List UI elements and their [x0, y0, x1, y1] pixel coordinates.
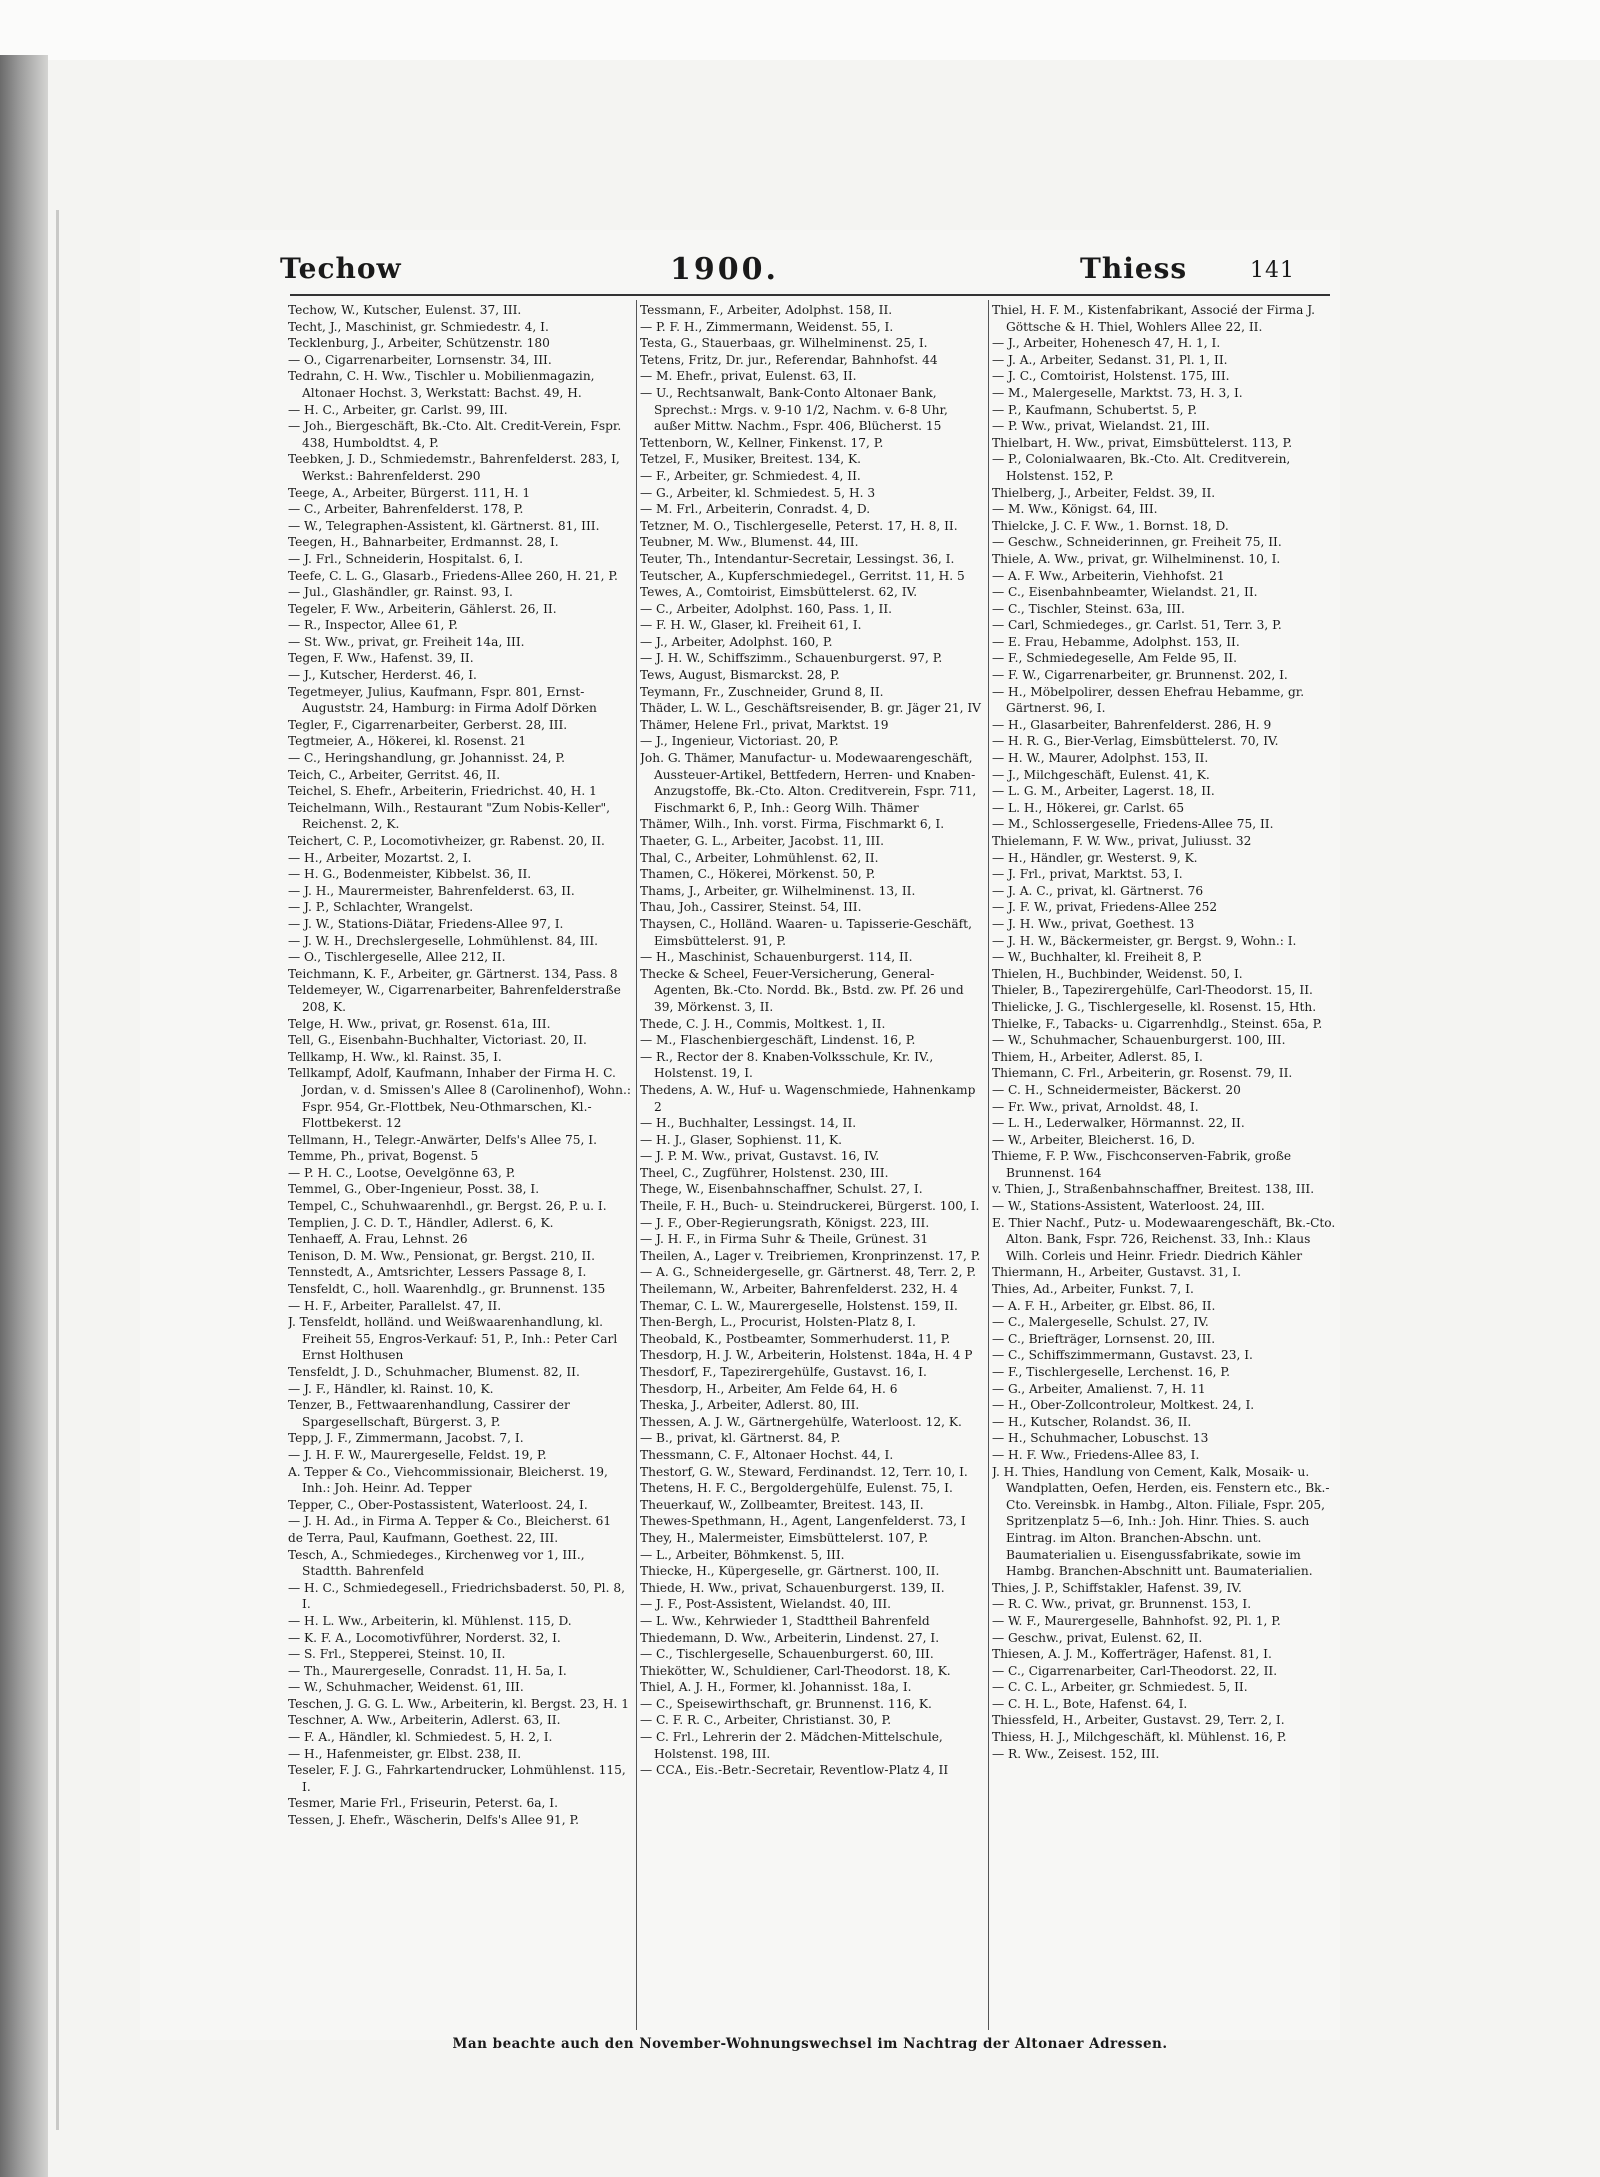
directory-entry: — CCA., Eis.-Betr.-Secretair, Reventlow-Platz 4, II [640, 1763, 949, 1778]
directory-entry: — H. C., Schmiedegesell., Friedrichsbaderst. 50, Pl. 8, I. [288, 1580, 625, 1612]
directory-entry: — J., Kutscher, Herderst. 46, I. [288, 668, 477, 683]
directory-entry: Tenison, D. M. Ww., Pensionat, gr. Bergst. 210, II. [288, 1248, 595, 1263]
directory-entry: — J. H., Maurermeister, Bahrenfelderst. 63, II. [288, 883, 575, 898]
directory-entry: Thäder, L. W. L., Geschäftsreisender, B. gr. Jäger 21, IV [640, 701, 981, 716]
directory-entry: Teefe, C. L. G., Glasarb., Friedens-Allee 260, H. 21, P. [288, 568, 618, 583]
directory-entry: — C., Eisenbahnbeamter, Wielandst. 21, II. [992, 585, 1258, 600]
directory-entry: Tellkampf, Adolf, Kaufmann, Inhaber der Firma H. C. Jordan, v. d. Smissen's Allee 8 (Carolinenhof), Wohn.: Fspr. 954, Gr.-Flottbek, Neu-Othmarschen, Kl.-Flottbekerst. 12 [288, 1066, 631, 1131]
directory-entry: — S. Frl., Stepperei, Steinst. 10, II. [288, 1647, 506, 1662]
directory-entry: Tepper, C., Ober-Postassistent, Waterloost. 24, I. [288, 1497, 588, 1512]
directory-entry: — A. F. Ww., Arbeiterin, Viehhofst. 21 [992, 568, 1225, 583]
directory-entry: Thiel, A. J. H., Former, kl. Johannisst. 18a, I. [640, 1680, 912, 1695]
directory-entry: — W., Stations-Assistent, Waterloost. 24, III. [992, 1199, 1265, 1214]
directory-entry: Thedens, A. W., Huf- u. Wagenschmiede, Hahnenkamp 2 [640, 1082, 976, 1114]
directory-entry: — H., Arbeiter, Mozartst. 2, I. [288, 850, 472, 865]
directory-entry: Thielcke, J. C. F. Ww., 1. Bornst. 18, D. [992, 518, 1229, 533]
directory-entry: — A. G., Schneidergeselle, gr. Gärtnerst. 48, Terr. 2, P. [640, 1265, 976, 1280]
directory-entry: Thies, Ad., Arbeiter, Funkst. 7, I. [992, 1282, 1194, 1297]
directory-entry: — W., Schuhmacher, Weidenst. 61, III. [288, 1680, 524, 1695]
directory-entry: Thielbart, H. Ww., privat, Eimsbüttelerst. 113, P. [992, 435, 1293, 450]
directory-entry: Thielen, H., Buchbinder, Weidenst. 50, I. [992, 966, 1243, 981]
directory-entry: — C., Cigarrenarbeiter, Carl-Theodorst. 22, II. [992, 1663, 1278, 1678]
directory-entry: — R., Inspector, Allee 61, P. [288, 618, 458, 633]
directory-entry: — H. G., Bodenmeister, Kibbelst. 36, II. [288, 867, 532, 882]
directory-entry: Thetens, H. F. C., Bergoldergehülfe, Eulenst. 75, I. [640, 1481, 953, 1496]
directory-entry: Thamen, C., Hökerei, Mörkenst. 50, P. [640, 867, 876, 882]
directory-entry: — J., Arbeiter, Hohenesch 47, H. 1, I. [992, 336, 1221, 351]
directory-entry: Thiedemann, D. Ww., Arbeiterin, Lindenst. 27, I. [640, 1630, 940, 1645]
directory-entry: — H., Möbelpolirer, dessen Ehefrau Hebamme, gr. Gärtnerst. 96, I. [992, 684, 1305, 716]
directory-entry: — F. W., Cigarrenarbeiter, gr. Brunnenst. 202, I. [992, 668, 1288, 683]
directory-entry: — H., Maschinist, Schauenburgerst. 114, II. [640, 950, 913, 965]
directory-entry: — W., Arbeiter, Bleicherst. 16, D. [992, 1132, 1196, 1147]
directory-entry: — Jul., Glashändler, gr. Rainst. 93, I. [288, 585, 513, 600]
directory-entry: — H., Hafenmeister, gr. Elbst. 238, II. [288, 1746, 522, 1761]
directory-entry: Theilen, A., Lager v. Treibriemen, Kronprinzenst. 17, P. [640, 1248, 981, 1263]
directory-entry: Thau, Joh., Cassirer, Steinst. 54, III. [640, 900, 862, 915]
directory-entry: — L. H., Lederwalker, Hörmannst. 22, II. [992, 1116, 1245, 1131]
directory-entry: Teuter, Th., Intendantur-Secretair, Lessingst. 36, I. [640, 551, 955, 566]
directory-entry: Thämer, Helene Frl., privat, Marktst. 19 [640, 717, 889, 732]
directory-entry: Thesdorp, H., Arbeiter, Am Felde 64, H. 6 [640, 1381, 898, 1396]
directory-entry: Teutscher, A., Kupferschmiedegel., Gerritst. 11, H. 5 [640, 568, 965, 583]
header-year: 1900. [670, 252, 779, 287]
directory-column-3 [992, 302, 1338, 2022]
directory-entry: Theska, J., Arbeiter, Adlerst. 80, III. [640, 1398, 860, 1413]
directory-entry: — J. H. Ww., privat, Goethest. 13 [992, 916, 1195, 931]
directory-entry: — K. F. A., Locomotivführer, Norderst. 32, I. [288, 1630, 561, 1645]
directory-entry: Thielemann, F. W. Ww., privat, Juliusst. 32 [992, 834, 1252, 848]
directory-entry: Thiemann, C. Frl., Arbeiterin, gr. Rosenst. 79, II. [992, 1066, 1293, 1081]
directory-entry: Themar, C. L. W., Maurergeselle, Holstenst. 159, II. [640, 1298, 958, 1313]
directory-entry: — J. P., Schlachter, Wrangelst. [288, 900, 474, 915]
directory-page [140, 230, 1340, 2052]
directory-entry: — C., Schiffszimmermann, Gustavst. 23, I. [992, 1348, 1253, 1363]
directory-entry: Tegen, F. Ww., Hafenst. 39, II. [288, 651, 474, 666]
directory-entry: — C. F. R. C., Arbeiter, Christianst. 30, P. [640, 1713, 892, 1728]
directory-entry: — A. F. H., Arbeiter, gr. Elbst. 86, II. [992, 1298, 1216, 1313]
directory-entry: — J., Arbeiter, Adolphst. 160, P. [640, 634, 833, 649]
directory-entry: Thede, C. J. H., Commis, Moltkest. 1, II. [640, 1016, 886, 1031]
directory-entry: Testa, G., Stauerbaas, gr. Wilhelminenst. 25, I. [640, 336, 928, 351]
directory-entry: — M. Ehefr., privat, Eulenst. 63, II. [640, 369, 857, 384]
directory-entry: Tessmann, F., Arbeiter, Adolphst. 158, II. [640, 303, 893, 317]
directory-entry: Thiesen, A. J. M., Kofferträger, Hafenst. 81, I. [992, 1647, 1272, 1662]
directory-entry: — C. H. L., Bote, Hafenst. 64, I. [992, 1696, 1188, 1711]
directory-entry: Thielberg, J., Arbeiter, Feldst. 39, II. [992, 485, 1216, 500]
directory-entry: — O., Tischlergeselle, Allee 212, II. [288, 950, 506, 965]
directory-entry: Tepp, J. F., Zimmermann, Jacobst. 7, I. [288, 1431, 524, 1446]
directory-entry: Teebken, J. D., Schmiedemstr., Bahrenfelderst. 283, I, Werkst.: Bahrenfelderst. 290 [288, 452, 620, 483]
directory-entry: — J. W. H., Drechslergeselle, Lohmühlenst. 84, III. [288, 933, 599, 948]
directory-entry: A. Tepper & Co., Viehcommissionair, Bleicherst. 19, Inh.: Joh. Heinr. Ad. Tepper [288, 1464, 608, 1496]
directory-entry: Tell, G., Eisenbahn-Buchhalter, Victoriast. 20, II. [288, 1033, 587, 1048]
directory-entry: — R., Rector der 8. Knaben-Volksschule, Kr. IV., Holstenst. 19, I. [640, 1049, 934, 1081]
directory-entry: Thege, W., Eisenbahnschaffner, Schulst. 27, I. [640, 1182, 923, 1197]
directory-entry: Telge, H. Ww., privat, gr. Rosenst. 61a, III. [288, 1016, 551, 1031]
directory-entry: — F., Tischlergeselle, Lerchenst. 16, P. [992, 1365, 1230, 1379]
directory-entry: Tecklenburg, J., Arbeiter, Schützenstr. 180 [288, 336, 550, 351]
page-footer-note: Man beachte auch den November-Wohnungswechsel im Nachtrag der Altonaer Adressen. [452, 2036, 1168, 2052]
directory-entry: — M., Flaschenbiergeschäft, Lindenst. 16, P. [640, 1033, 916, 1048]
directory-entry: Teubner, M. Ww., Blumenst. 44, III. [640, 535, 859, 550]
directory-entry: Temmel, G., Ober-Ingenieur, Posst. 38, I. [288, 1182, 540, 1197]
directory-entry: Teich, C., Arbeiter, Gerritst. 46, II. [288, 767, 501, 782]
directory-entry: — P. F. H., Zimmermann, Weidenst. 55, I. [640, 319, 894, 334]
directory-entry: Theobald, K., Postbeamter, Sommerhuderst. 11, P. [640, 1331, 951, 1346]
directory-entry: Tetens, Fritz, Dr. jur., Referendar, Bahnhofst. 44 [640, 352, 938, 367]
directory-entry: Teldemeyer, W., Cigarrenarbeiter, Bahrenfelderstraße 208, K. [288, 983, 621, 1014]
directory-entry: — C. Frl., Lehrerin der 2. Mädchen-Mittelschule, Holstenst. 198, III. [640, 1730, 943, 1761]
directory-entry: — J. Frl., Schneiderin, Hospitalst. 6, I. [288, 551, 523, 566]
directory-entry: — M. Ww., Königst. 64, III. [992, 502, 1158, 517]
directory-entry: Tedrahn, C. H. Ww., Tischler u. Mobilienmagazin, Altonaer Hochst. 3, Werkstatt: Bachst. 49, H. [288, 369, 595, 400]
directory-entry: — P., Kaufmann, Schubertst. 5, P. [992, 402, 1198, 417]
directory-entry: Thieme, F. P. Ww., Fischconserven-Fabrik, große Brunnenst. 164 [992, 1149, 1292, 1180]
column-separator [636, 300, 637, 2030]
directory-entry: — E. Frau, Hebamme, Adolphst. 153, II. [992, 634, 1240, 649]
directory-entry: J. H. Thies, Handlung von Cement, Kalk, Mosaik- u. Wandplatten, Oefen, Herden, eis. Fenstern etc., Bk.-Cto. Vereinsbk. in Hambg., Alton. Filiale, Fspr. 205, Spritzenplatz 5—6, Inh.: Joh. Hinr. Thies. S. auch Eintrag. im Alton. Branchen-Abschn. unt. Baumaterialien u. Eisengussfabrikate, sowie im Hambg. Branchen-Abschnitt unt. Baumaterialien. [992, 1464, 1330, 1579]
directory-entry: — R. Ww., Zeisest. 152, III. [992, 1746, 1160, 1761]
directory-entry: Thesdorf, F., Tapezirergehülfe, Gustavst. 16, I. [640, 1365, 927, 1379]
directory-entry: Teschner, A. Ww., Arbeiterin, Adlerst. 63, II. [288, 1713, 561, 1728]
directory-entry: Tempel, C., Schuhwaarenhdl., gr. Bergst. 26, P. u. I. [288, 1199, 607, 1214]
directory-entry: — H., Schuhmacher, Lobuschst. 13 [992, 1431, 1209, 1446]
directory-entry: Thaeter, G. L., Arbeiter, Jacobst. 11, III. [640, 834, 885, 848]
directory-entry: — St. Ww., privat, gr. Freiheit 14a, III. [288, 634, 525, 649]
directory-entry: — H. C., Arbeiter, gr. Carlst. 99, III. [288, 402, 508, 417]
directory-entry: J. Tensfeldt, holländ. und Weißwaarenhandlung, kl. Freiheit 55, Engros-Verkauf: 51, P., Inh.: Peter Carl Ernst Holthusen [288, 1315, 618, 1363]
scan-top-margin [0, 0, 1600, 60]
directory-entry: Tellkamp, H. Ww., kl. Rainst. 35, I. [288, 1049, 502, 1064]
directory-entry: — U., Rechtsanwalt, Bank-Conto Altonaer Bank, Sprechst.: Mrgs. v. 9-10 1/2, Nachm. v. 6-8 Uhr, außer Mittw. Nachm., Fspr. 406, Blücherst. 15 [640, 385, 948, 434]
directory-entry: — M. Frl., Arbeiterin, Conradst. 4, D. [640, 502, 871, 517]
directory-entry: — W., Buchhalter, kl. Freiheit 8, P. [992, 950, 1203, 965]
header-right-keyword: Thiess [1080, 252, 1188, 285]
directory-entry: — Geschw., Schneiderinnen, gr. Freiheit 75, II. [992, 535, 1282, 550]
directory-entry: Tegetmeyer, Julius, Kaufmann, Fspr. 801, Ernst-Auguststr. 24, Hamburg: in Firma Adolf Dörken [288, 684, 597, 716]
directory-entry: — J. C., Comtoirist, Holstenst. 175, III. [992, 369, 1230, 384]
directory-entry: Tensfeldt, C., holl. Waarenhdlg., gr. Brunnenst. 135 [288, 1282, 606, 1297]
directory-entry: — H., Buchhalter, Lessingst. 14, II. [640, 1116, 857, 1131]
directory-entry: They, H., Malermeister, Eimsbüttelerst. 107, P. [640, 1530, 929, 1545]
directory-entry: de Terra, Paul, Kaufmann, Goethest. 22, III. [288, 1530, 559, 1545]
directory-entry: Thieler, B., Tapezirergehülfe, Carl-Theodorst. 15, II. [992, 983, 1313, 998]
directory-entry: — C., Tischlergeselle, Schauenburgerst. 60, III. [640, 1647, 934, 1662]
directory-entry: — J. W., Stations-Diätar, Friedens-Allee 97, I. [288, 916, 564, 931]
header-left-keyword: Techow [280, 252, 402, 285]
directory-entry: Thesdorp, H. J. W., Arbeiterin, Holstenst. 184a, H. 4 P [640, 1348, 973, 1363]
directory-entry: — C., Arbeiter, Bahrenfelderst. 178, P. [288, 502, 524, 517]
directory-entry: — J. H. Ad., in Firma A. Tepper & Co., Bleicherst. 61 [288, 1514, 612, 1529]
header-rule [290, 294, 1330, 296]
directory-entry: — Geschw., privat, Eulenst. 62, II. [992, 1630, 1203, 1645]
directory-entry: Thecke & Scheel, Feuer-Versicherung, General-Agenten, Bk.-Cto. Nordd. Bk., Bstd. zw. Pf. 26 und 39, Mörkenst. 3, II. [640, 966, 964, 1014]
directory-entry: v. Thien, J., Straßenbahnschaffner, Breitest. 138, III. [992, 1182, 1315, 1197]
directory-entry: — J. A., Arbeiter, Sedanst. 31, Pl. 1, II. [992, 352, 1228, 367]
directory-entry: — Fr. Ww., privat, Arnoldst. 48, I. [992, 1099, 1199, 1114]
directory-entry: — C., Tischler, Steinst. 63a, III. [992, 601, 1185, 616]
directory-entry: Theilemann, W., Arbeiter, Bahrenfelderst. 232, H. 4 [640, 1282, 958, 1297]
directory-entry: Thessen, A. J. W., Gärtnergehülfe, Waterloost. 12, K. [640, 1414, 962, 1429]
directory-entry: — B., privat, kl. Gärtnerst. 84, P. [640, 1431, 841, 1446]
directory-entry: — Joh., Biergeschäft, Bk.-Cto. Alt. Credit-Verein, Fspr. 438, Humboldtst. 4, P. [288, 419, 622, 450]
directory-entry: — H., Kutscher, Rolandst. 36, II. [992, 1414, 1192, 1429]
directory-entry: Thiem, H., Arbeiter, Adlerst. 85, I. [992, 1049, 1203, 1064]
directory-entry: — F., Schmiedegeselle, Am Felde 95, II. [992, 651, 1237, 666]
directory-entry: Tenhaeff, A. Frau, Lehnst. 26 [288, 1232, 468, 1247]
directory-entry: Teschen, J. G. G. L. Ww., Arbeiterin, kl. Bergst. 23, H. 1 [288, 1696, 629, 1711]
directory-entry: — H. W., Maurer, Adolphst. 153, II. [992, 751, 1209, 766]
directory-entry: — J. A. C., privat, kl. Gärtnerst. 76 [992, 883, 1204, 898]
directory-entry: Techow, W., Kutscher, Eulenst. 37, III. [288, 303, 522, 317]
directory-entry: — R. C. Ww., privat, gr. Brunnenst. 153, I. [992, 1597, 1252, 1612]
directory-entry: — J. F., Ober-Regierungsrath, Königst. 223, III. [640, 1215, 930, 1230]
directory-entry: — H., Ober-Zollcontroleur, Moltkest. 24, I. [992, 1398, 1255, 1413]
directory-column-1 [288, 302, 634, 2022]
directory-entry: — O., Cigarrenarbeiter, Lornsenstr. 34, III. [288, 352, 552, 367]
directory-entry: — J., Ingenieur, Victoriast. 20, P. [640, 734, 839, 749]
directory-entry: Thestorf, G. W., Steward, Ferdinandst. 12, Terr. 10, I. [640, 1464, 968, 1479]
directory-entry: — C., Malergeselle, Schulst. 27, IV. [992, 1315, 1209, 1330]
directory-entry: — J. Frl., privat, Marktst. 53, I. [992, 867, 1183, 882]
directory-entry: Thiermann, H., Arbeiter, Gustavst. 31, I. [992, 1265, 1242, 1280]
directory-entry: Teymann, Fr., Zuschneider, Grund 8, II. [640, 684, 884, 699]
directory-entry: — J. F., Händler, kl. Rainst. 10, K. [288, 1381, 494, 1396]
directory-entry: Teegen, H., Bahnarbeiter, Erdmannst. 28, I. [288, 535, 559, 550]
directory-entry: — F. H. W., Glaser, kl. Freiheit 61, I. [640, 618, 862, 633]
directory-entry: Tegler, F., Cigarrenarbeiter, Gerberst. 28, III. [288, 717, 568, 732]
binding-shadow-line [56, 210, 59, 2130]
directory-entry: Thiede, H. Ww., privat, Schauenburgerst. 139, II. [640, 1580, 945, 1595]
book-binding-edge [0, 55, 48, 2177]
directory-entry: Tegtmeier, A., Hökerei, kl. Rosenst. 21 [288, 734, 527, 749]
directory-entry: Then-Bergh, L., Procurist, Holsten-Platz 8, I. [640, 1315, 916, 1330]
directory-entry: Tews, August, Bismarckst. 28, P. [640, 668, 840, 683]
directory-entry: — W., Schuhmacher, Schauenburgerst. 100, III. [992, 1033, 1286, 1048]
directory-entry: — W. F., Maurergeselle, Bahnhofst. 92, Pl. 1, P. [992, 1613, 1281, 1628]
directory-entry: Thiecke, H., Küpergeselle, gr. Gärtnerst. 100, II. [640, 1564, 940, 1579]
directory-entry: — H. J., Glaser, Sophienst. 11, K. [640, 1132, 843, 1147]
directory-entry: — C., Heringshandlung, gr. Johannisst. 24, P. [288, 751, 565, 766]
directory-entry: Temme, Ph., privat, Bogenst. 5 [288, 1149, 479, 1164]
directory-entry: — H. F., Arbeiter, Parallelst. 47, II. [288, 1298, 502, 1313]
directory-entry: — F. A., Händler, kl. Schmiedest. 5, H. 2, I. [288, 1730, 553, 1745]
directory-entry: Tetzner, M. O., Tischlergeselle, Peterst. 17, H. 8, II. [640, 518, 958, 533]
directory-entry: — P., Colonialwaaren, Bk.-Cto. Alt. Creditverein, Holstenst. 152, P. [992, 452, 1291, 483]
directory-entry: Teichert, C. P., Locomotivheizer, gr. Rabenst. 20, II. [288, 834, 605, 848]
directory-entry: E. Thier Nachf., Putz- u. Modewaarengeschäft, Bk.-Cto. Alton. Bank, Fspr. 726, Reichenst. 33, Inh.: Klaus Wilh. Corleis und Heinr. Friedr. Diedrich Kähler [992, 1215, 1336, 1263]
directory-entry: — H. L. Ww., Arbeiterin, kl. Mühlenst. 115, D. [288, 1613, 572, 1628]
directory-entry: — H. R. G., Bier-Verlag, Eimsbüttelerst. 70, IV. [992, 734, 1279, 749]
directory-entry: — J. P. M. Ww., privat, Gustavst. 16, IV. [640, 1149, 880, 1164]
directory-entry: — P. Ww., privat, Wielandst. 21, III. [992, 419, 1210, 434]
directory-entry: Tensfeldt, J. D., Schuhmacher, Blumenst. 82, II. [288, 1365, 580, 1379]
directory-entry: Tennstedt, A., Amtsrichter, Lessers Passage 8, I. [288, 1265, 587, 1280]
directory-entry: Techt, J., Maschinist, gr. Schmiedestr. 4, I. [288, 319, 549, 334]
directory-entry: Thewes-Spethmann, H., Agent, Langenfelderst. 73, I [640, 1514, 966, 1529]
directory-entry: — H., Händler, gr. Westerst. 9, K. [992, 850, 1198, 865]
directory-entry: Theile, F. H., Buch- u. Steindruckerei, Bürgerst. 100, I. [640, 1199, 980, 1214]
directory-entry: Thiessfeld, H., Arbeiter, Gustavst. 29, Terr. 2, I. [992, 1713, 1285, 1728]
directory-column-2 [640, 302, 986, 2022]
directory-entry: — J. H. W., Bäckermeister, gr. Bergst. 9, Wohn.: I. [992, 933, 1297, 948]
directory-entry: Thiekötter, W., Schuldiener, Carl-Theodorst. 18, K. [640, 1663, 951, 1678]
directory-entry: Teege, A., Arbeiter, Bürgerst. 111, H. 1 [288, 485, 531, 500]
directory-entry: Tetzel, F., Musiker, Breitest. 134, K. [640, 452, 861, 467]
directory-entry: — H. F. Ww., Friedens-Allee 83, I. [992, 1447, 1200, 1462]
directory-entry: Thiele, A. Ww., privat, gr. Wilhelminenst. 10, I. [992, 551, 1281, 566]
directory-entry: Thal, C., Arbeiter, Lohmühlenst. 62, II. [640, 850, 879, 865]
directory-entry: Thiel, H. F. M., Kistenfabrikant, Associé der Firma J. Göttsche & H. Thiel, Wohlers Allee 22, II. [992, 303, 1316, 334]
directory-entry: — H., Glasarbeiter, Bahrenfelderst. 286, H. 9 [992, 717, 1272, 732]
directory-entry: Tesch, A., Schmiedeges., Kirchenweg vor 1, III., Stadtth. Bahrenfeld [288, 1547, 585, 1579]
directory-entry: Thams, J., Arbeiter, gr. Wilhelminenst. 13, II. [640, 883, 916, 898]
directory-entry: — J. F. W., privat, Friedens-Allee 252 [992, 900, 1218, 915]
directory-entry: — J. H. F. W., Maurergeselle, Feldst. 19, P. [288, 1447, 547, 1462]
directory-entry: — G., Arbeiter, kl. Schmiedest. 5, H. 3 [640, 485, 876, 500]
directory-entry: Theuerkauf, W., Zollbeamter, Breitest. 143, II. [640, 1497, 924, 1512]
directory-entry: Templien, J. C. D. T., Händler, Adlerst. 6, K. [288, 1215, 554, 1230]
directory-entry: — P. H. C., Lootse, Oevelgönne 63, P. [288, 1165, 516, 1180]
directory-entry: Teichmann, K. F., Arbeiter, gr. Gärtnerst. 134, Pass. 8 [288, 966, 618, 981]
directory-entry: — W., Telegraphen-Assistent, kl. Gärtnerst. 81, III. [288, 518, 600, 533]
column-separator [988, 300, 989, 2030]
directory-entry: Tewes, A., Comtoirist, Eimsbüttelerst. 62, IV. [640, 585, 918, 600]
directory-entry: — C., Arbeiter, Adolphst. 160, Pass. 1, II. [640, 601, 893, 616]
directory-entry: Teichel, S. Ehefr., Arbeiterin, Friedrichst. 40, H. 1 [288, 784, 597, 799]
directory-entry: — C., Briefträger, Lornsenst. 20, III. [992, 1331, 1216, 1346]
directory-entry: Thielke, F., Tabacks- u. Cigarrenhdlg., Steinst. 65a, P. [992, 1016, 1323, 1031]
directory-entry: — J. H. W., Schiffszimm., Schauenburgerst. 97, P. [640, 651, 943, 666]
directory-entry: — G., Arbeiter, Amalienst. 7, H. 11 [992, 1381, 1206, 1396]
directory-entry: Teichelmann, Wilh., Restaurant "Zum Nobis-Keller", Reichenst. 2, K. [288, 800, 611, 832]
directory-entry: — C. H., Schneidermeister, Bäckerst. 20 [992, 1082, 1241, 1097]
directory-entry: — Th., Maurergeselle, Conradst. 11, H. 5a, I. [288, 1663, 567, 1678]
directory-entry: — M., Schlossergeselle, Friedens-Allee 75, II. [992, 817, 1274, 832]
directory-entry: Theel, C., Zugführer, Holstenst. 230, III. [640, 1165, 889, 1180]
directory-entry: — Carl, Schmiedeges., gr. Carlst. 51, Terr. 3, P. [992, 618, 1282, 633]
directory-entry: Thiess, H. J., Milchgeschäft, kl. Mühlenst. 16, P. [992, 1730, 1287, 1745]
directory-entry: Thaysen, C., Holländ. Waaren- u. Tapisserie-Geschäft, Eimsbüttelerst. 91, P. [640, 916, 972, 948]
directory-entry: Tegeler, F. Ww., Arbeiterin, Gählerst. 26, II. [288, 601, 557, 616]
directory-entry: Tesmer, Marie Frl., Friseurin, Peterst. 6a, I. [288, 1796, 558, 1811]
directory-entry: — M., Malergeselle, Marktst. 73, H. 3, I. [992, 385, 1243, 400]
directory-entry: Thielicke, J. G., Tischlergeselle, kl. Rosenst. 15, Hth. [992, 999, 1317, 1014]
directory-entry: — J. H. F., in Firma Suhr & Theile, Grünest. 31 [640, 1232, 929, 1247]
directory-entry: Thämer, Wilh., Inh. vorst. Firma, Fischmarkt 6, I. [640, 817, 945, 832]
directory-entry: Teseler, F. J. G., Fahrkartendrucker, Lohmühlenst. 115, I. [288, 1763, 626, 1794]
page-number: 141 [1250, 258, 1295, 283]
directory-entry: — J., Milchgeschäft, Eulenst. 41, K. [992, 767, 1210, 782]
directory-entry: — L. H., Hökerei, gr. Carlst. 65 [992, 800, 1185, 815]
directory-entry: — C. C. L., Arbeiter, gr. Schmiedest. 5, II. [992, 1680, 1248, 1695]
directory-entry: — C., Speisewirthschaft, gr. Brunnenst. 116, K. [640, 1696, 932, 1711]
directory-entry: — F., Arbeiter, gr. Schmiedest. 4, II. [640, 468, 861, 483]
directory-entry: Thies, J. P., Schiffstakler, Hafenst. 39, IV. [992, 1580, 1242, 1595]
directory-entry: — L. Ww., Kehrwieder 1, Stadttheil Bahrenfeld [640, 1613, 930, 1628]
directory-entry: — L. G. M., Arbeiter, Lagerst. 18, II. [992, 784, 1215, 799]
directory-entry: Tettenborn, W., Kellner, Finkenst. 17, P. [640, 435, 884, 450]
directory-entry: Joh. G. Thämer, Manufactur- u. Modewaarengeschäft, Aussteuer-Artikel, Bettfedern, Herren- und Knaben-Anzugstoffe, Bk.-Cto. Alton. Creditverein, Fspr. 711, Fischmarkt 6, P., Inh.: Georg Wilh. Thämer [640, 751, 977, 815]
directory-entry: — L., Arbeiter, Böhmkenst. 5, III. [640, 1547, 845, 1562]
directory-entry: Thessmann, C. F., Altonaer Hochst. 44, I. [640, 1447, 894, 1462]
directory-entry: Tenzer, B., Fettwaarenhandlung, Cassirer der Spargesellschaft, Bürgerst. 3, P. [288, 1398, 570, 1429]
directory-entry: Tellmann, H., Telegr.-Anwärter, Delfs's Allee 75, I. [288, 1132, 597, 1147]
directory-entry: Tessen, J. Ehefr., Wäscherin, Delfs's Allee 91, P. [288, 1813, 580, 1828]
directory-entry: — J. F., Post-Assistent, Wielandst. 40, III. [640, 1597, 892, 1612]
